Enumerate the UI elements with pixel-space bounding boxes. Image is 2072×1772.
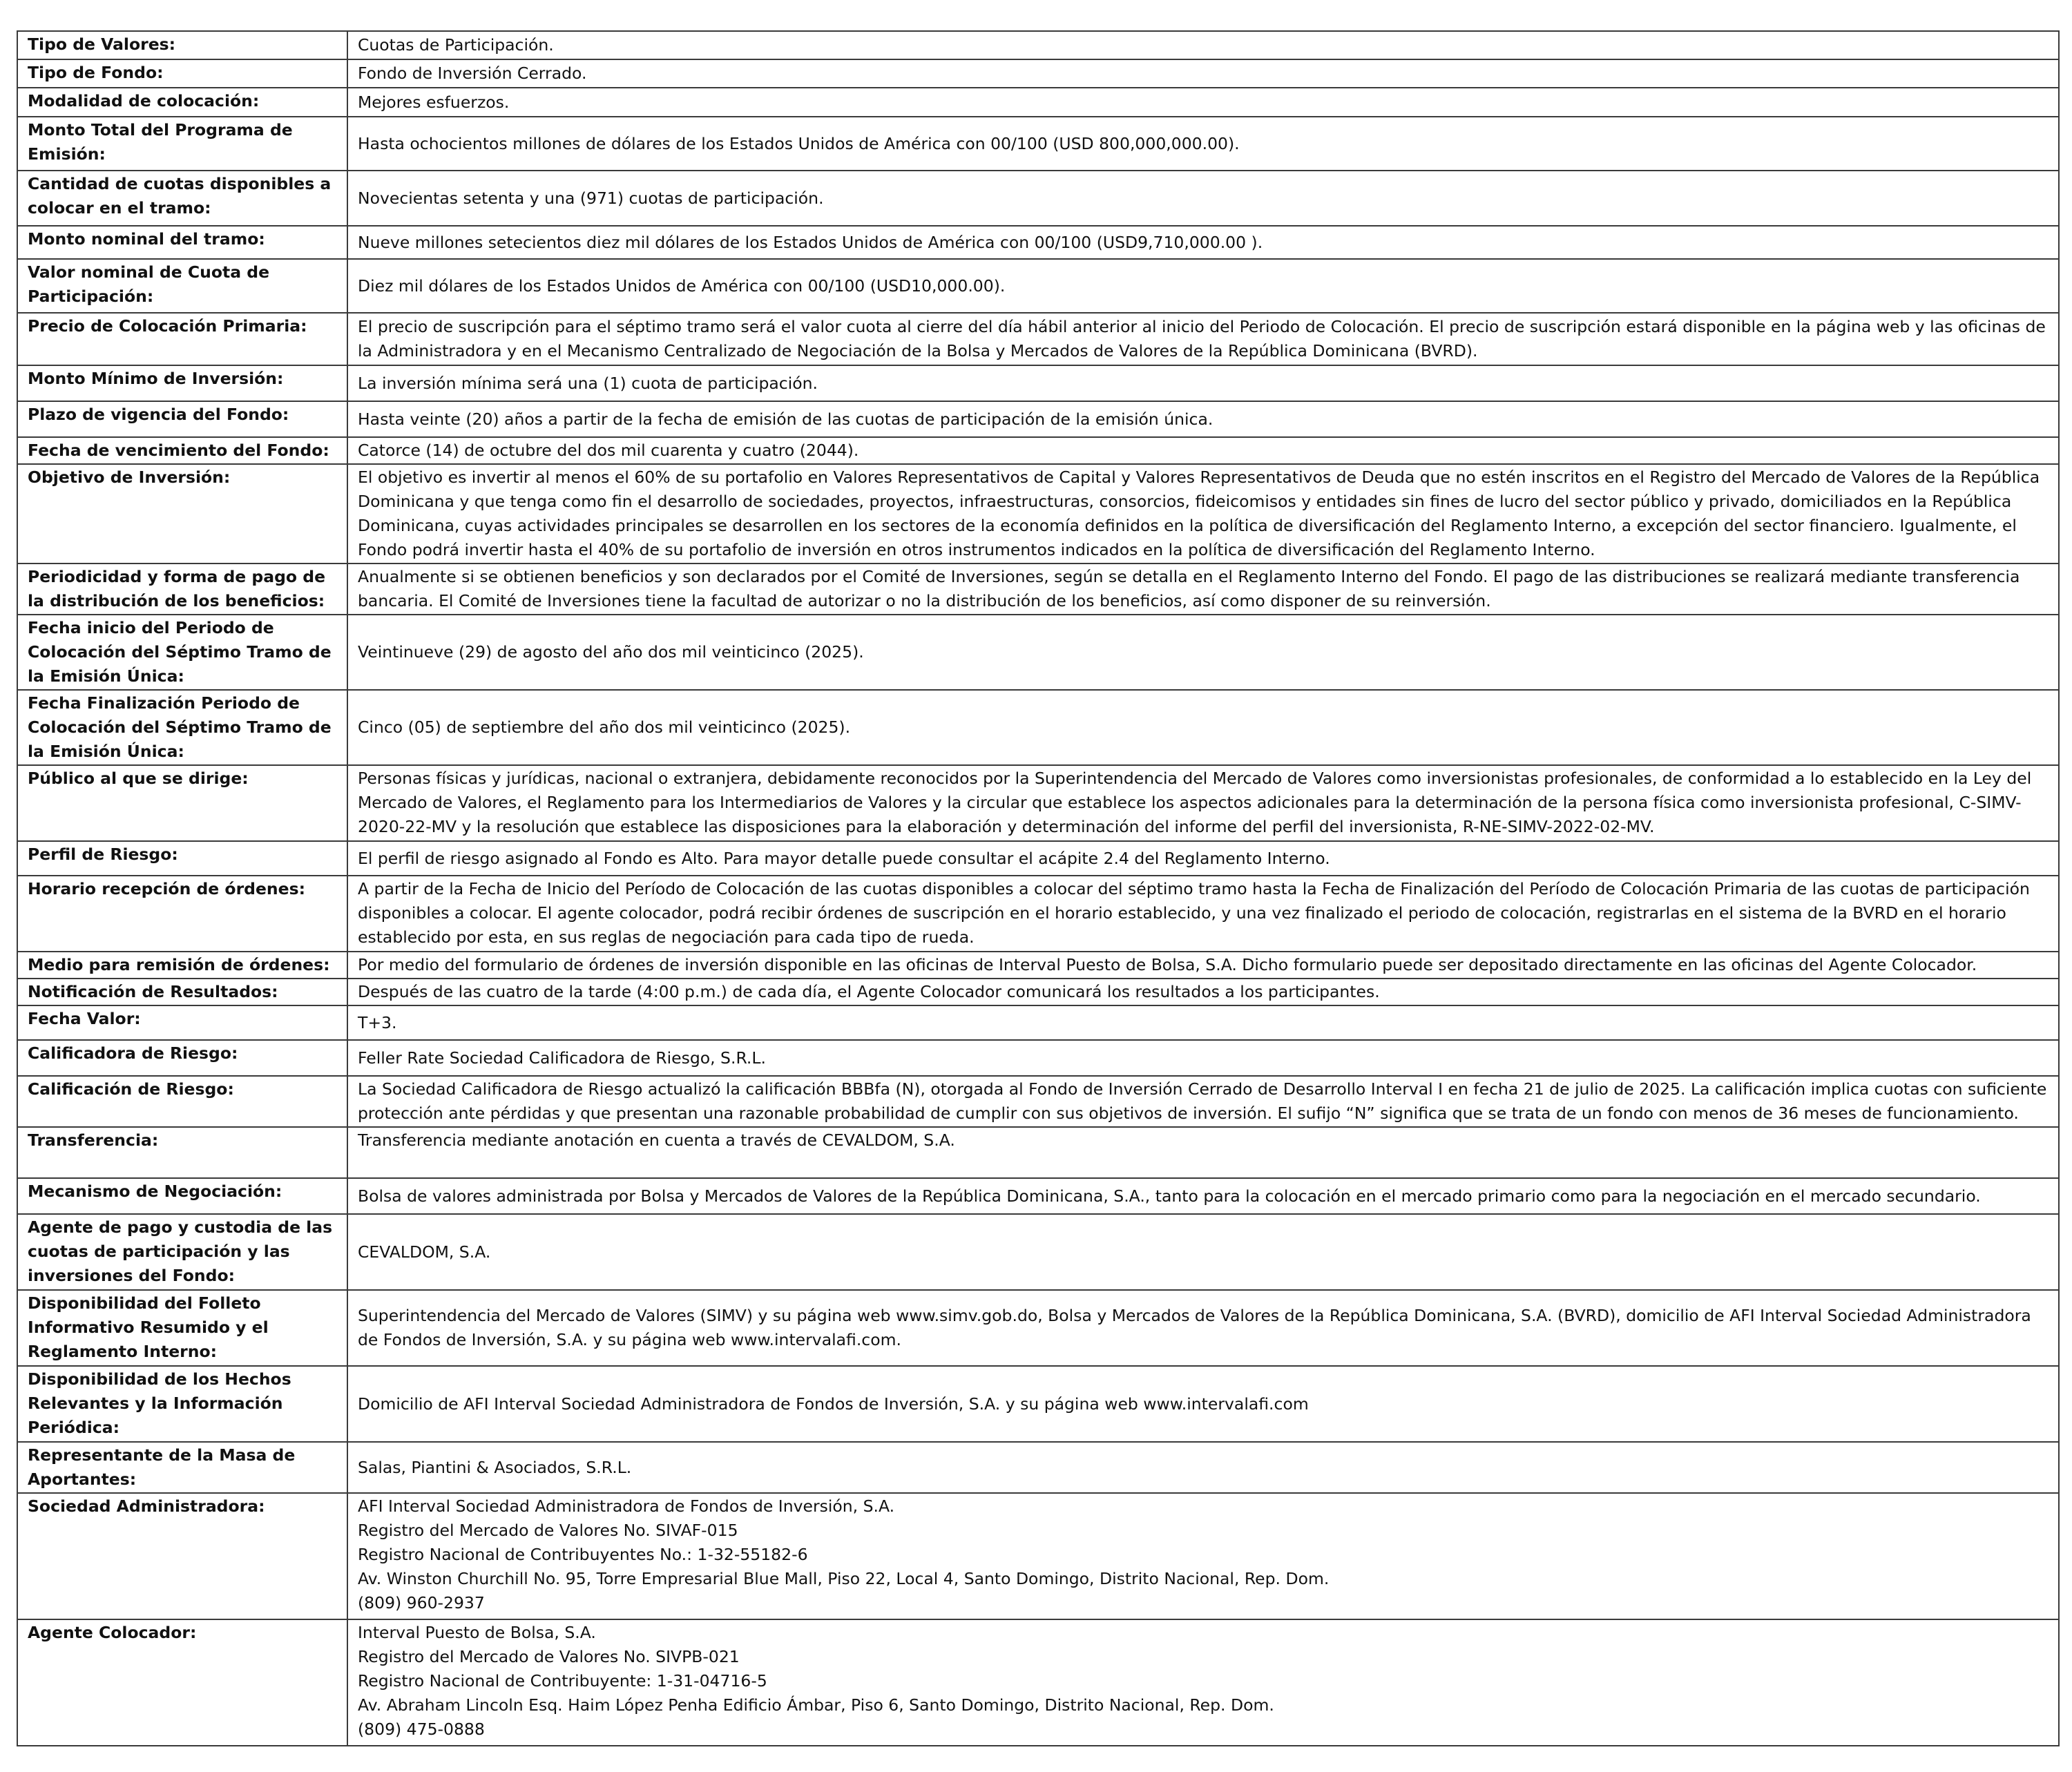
table-row xyxy=(17,1005,2059,1040)
table-row xyxy=(17,690,2059,765)
table-row xyxy=(17,117,2059,171)
address-line: Av. Winston Churchill No. 95, Torre Empresarial Blue Mall, Piso 22, Local 4, Santo Domingo, Distrito Nacional, Rep. Dom. xyxy=(358,1569,1330,1588)
table-row xyxy=(17,1214,2059,1290)
row-label: Objetivo de Inversión: xyxy=(17,464,347,564)
table-row xyxy=(17,1290,2059,1366)
row-label: Monto nominal del tramo: xyxy=(17,226,347,259)
table-row xyxy=(17,564,2059,615)
address-line: Registro Nacional de Contribuyentes No.: 1-32-55182-6 xyxy=(358,1545,808,1564)
row-label: Agente de pago y custodia de las cuotas de participación y las inversiones del Fondo: xyxy=(17,1214,347,1290)
row-value: CEVALDOM, S.A. xyxy=(347,1214,2059,1290)
table-row xyxy=(17,171,2059,226)
row-label: Medio para remisión de órdenes: xyxy=(17,952,347,979)
address-line: Registro del Mercado de Valores No. SIVAF-015 xyxy=(358,1521,738,1540)
row-value: Anualmente si se obtienen beneficios y son declarados por el Comité de Inversiones, según se detalla en el Reglamento Interno del Fondo. El pago de las distribuciones se realizará mediante transferencia bancaria. El Comité de Inversiones tiene la facultad de autorizar o no la distribución de los beneficios, así como disponer de su reinversión. xyxy=(347,564,2059,615)
table-row xyxy=(17,401,2059,437)
table-row xyxy=(17,437,2059,464)
row-label: Disponibilidad de los Hechos Relevantes y la Información Periódica: xyxy=(17,1366,347,1442)
table-row xyxy=(17,88,2059,117)
row-label: Tipo de Fondo: xyxy=(17,59,347,88)
row-label: Precio de Colocación Primaria: xyxy=(17,313,347,365)
row-label: Disponibilidad del Folleto Informativo Resumido y el Reglamento Interno: xyxy=(17,1290,347,1366)
row-value: Catorce (14) de octubre del dos mil cuarenta y cuatro (2044). xyxy=(347,437,2059,464)
table-row xyxy=(17,1619,2059,1746)
row-value xyxy=(347,1619,2059,1746)
table-row xyxy=(17,1493,2059,1619)
row-value: Fondo de Inversión Cerrado. xyxy=(347,59,2059,88)
row-label: Fecha de vencimiento del Fondo: xyxy=(17,437,347,464)
row-label: Perfil de Riesgo: xyxy=(17,841,347,876)
row-label: Fecha inicio del Periodo de Colocación del Séptimo Tramo de la Emisión Única: xyxy=(17,615,347,690)
table-row xyxy=(17,876,2059,952)
row-value: Por medio del formulario de órdenes de inversión disponible en las oficinas de Interval Puesto de Bolsa, S.A. Dicho formulario puede ser depositado directamente en las oficinas del Agente Colocador. xyxy=(347,952,2059,979)
row-label: Monto Total del Programa de Emisión: xyxy=(17,117,347,171)
row-label: Calificadora de Riesgo: xyxy=(17,1040,347,1076)
row-label: Horario recepción de órdenes: xyxy=(17,876,347,952)
row-value: Hasta ochocientos millones de dólares de los Estados Unidos de América con 00/100 (USD 800,000,000.00). xyxy=(347,117,2059,171)
row-value: Superintendencia del Mercado de Valores (SIMV) y su página web www.simv.gob.do, Bolsa y Mercados de Valores de la República Dominicana, S.A. (BVRD), domicilio de AFI Interval Sociedad Administradora de Fondos de Inversión, S.A. y su página web www.intervalafi.com. xyxy=(347,1290,2059,1366)
row-label: Mecanismo de Negociación: xyxy=(17,1178,347,1214)
row-value: Después de las cuatro de la tarde (4:00 p.m.) de cada día, el Agente Colocador comunicará los resultados a los participantes. xyxy=(347,979,2059,1005)
address-line: Av. Abraham Lincoln Esq. Haim López Penha Edificio Ámbar, Piso 6, Santo Domingo, Distrito Nacional, Rep. Dom. xyxy=(358,1695,1274,1715)
table-row xyxy=(17,1127,2059,1178)
row-label: Monto Mínimo de Inversión: xyxy=(17,365,347,401)
table-row xyxy=(17,1178,2059,1214)
row-value: Novecientas setenta y una (971) cuotas de participación. xyxy=(347,171,2059,226)
row-label: Valor nominal de Cuota de Participación: xyxy=(17,259,347,313)
row-label: Agente Colocador: xyxy=(17,1619,347,1746)
row-label: Modalidad de colocación: xyxy=(17,88,347,117)
table-row xyxy=(17,464,2059,564)
row-label: Público al que se dirige: xyxy=(17,765,347,841)
row-label: Cantidad de cuotas disponibles a colocar en el tramo: xyxy=(17,171,347,226)
table-row xyxy=(17,615,2059,690)
row-value: Transferencia mediante anotación en cuenta a través de CEVALDOM, S.A. xyxy=(347,1127,2059,1178)
table-row xyxy=(17,1442,2059,1493)
row-value: Mejores esfuerzos. xyxy=(347,88,2059,117)
table-row xyxy=(17,841,2059,876)
table-row xyxy=(17,1076,2059,1127)
row-value xyxy=(347,1493,2059,1619)
row-value: La Sociedad Calificadora de Riesgo actualizó la calificación BBBfa (N), otorgada al Fondo de Inversión Cerrado de Desarrollo Interval I en fecha 21 de julio de 2025. La calificación implica cuotas con suficiente protección ante pérdidas y que presentan una razonable probabilidad de cumplir con sus objetivos de inversión. El sufijo “N” significa que se trata de un fondo con menos de 36 meses de funcionamiento. xyxy=(347,1076,2059,1127)
table-row xyxy=(17,1366,2059,1442)
table-row xyxy=(17,226,2059,259)
row-value: Personas físicas y jurídicas, nacional o extranjera, debidamente reconocidos por la Superintendencia del Mercado de Valores como inversionistas profesionales, de conformidad a lo establecido en la Ley del Mercado de Valores, el Reglamento para los Intermediarios de Valores y la circular que establece los aspectos adicionales para la determinación de la persona física como inversionista profesional, C-SIMV-2020-22-MV y la resolución que establece las disposiciones para la elaboración y determinación del informe del perfil del inversionista, R-NE-SIMV-2022-02-MV. xyxy=(347,765,2059,841)
address-line: Registro del Mercado de Valores No. SIVPB-021 xyxy=(358,1647,740,1666)
row-label: Fecha Finalización Periodo de Colocación del Séptimo Tramo de la Emisión Única: xyxy=(17,690,347,765)
table-row xyxy=(17,313,2059,365)
row-label: Sociedad Administradora: xyxy=(17,1493,347,1619)
row-value: Cinco (05) de septiembre del año dos mil veinticinco (2025). xyxy=(347,690,2059,765)
table-row xyxy=(17,952,2059,979)
table-row xyxy=(17,59,2059,88)
document-table xyxy=(17,30,2060,1746)
row-label: Periodicidad y forma de pago de la distribución de los beneficios: xyxy=(17,564,347,615)
row-value: El objetivo es invertir al menos el 60% de su portafolio en Valores Representativos de Capital y Valores Representativos de Deuda que no estén inscritos en el Registro del Mercado de Valores de la República Dominicana y que tenga como fin el desarrollo de sociedades, proyectos, infraestructuras, consorcios, fideicomisos y entidades sin fines de lucro del sector público y privado, domiciliados en la República Dominicana, cuyas actividades principales se desarrollen en los sectores de la economía definidos en la política de diversificación del Reglamento Interno, a excepción del sector financiero. Igualmente, el Fondo podrá invertir hasta el 40% de su portafolio de inversión en otros instrumentos indicados en la política de diversificación del Reglamento Interno. xyxy=(347,464,2059,564)
row-value: A partir de la Fecha de Inicio del Período de Colocación de las cuotas disponibles a colocar del séptimo tramo hasta la Fecha de Finalización del Período de Colocación Primaria de las cuotas de participación disponibles a colocar. El agente colocador, podrá recibir órdenes de suscripción en el horario establecido, y una vez finalizado el periodo de colocación, registrarlas en el sistema de la BVRD en el horario establecido por esta, en sus reglas de negociación para cada tipo de rueda. xyxy=(347,876,2059,952)
address-line: Interval Puesto de Bolsa, S.A. xyxy=(358,1623,596,1642)
row-value: Feller Rate Sociedad Calificadora de Riesgo, S.R.L. xyxy=(347,1040,2059,1076)
address-line: (809) 960-2937 xyxy=(358,1593,485,1612)
row-value: El precio de suscripción para el séptimo tramo será el valor cuota al cierre del día hábil anterior al inicio del Periodo de Colocación. El precio de suscripción estará disponible en la página web y las oficinas de la Administradora y en el Mecanismo Centralizado de Negociación de la Bolsa y Mercados de Valores de la República Dominicana (BVRD). xyxy=(347,313,2059,365)
row-value: Salas, Piantini & Asociados, S.R.L. xyxy=(347,1442,2059,1493)
row-value: El perfil de riesgo asignado al Fondo es Alto. Para mayor detalle puede consultar el acápite 2.4 del Reglamento Interno. xyxy=(347,841,2059,876)
row-value: Diez mil dólares de los Estados Unidos de América con 00/100 (USD10,000.00). xyxy=(347,259,2059,313)
row-value: Veintinueve (29) de agosto del año dos mil veinticinco (2025). xyxy=(347,615,2059,690)
row-value: Hasta veinte (20) años a partir de la fecha de emisión de las cuotas de participación de la emisión única. xyxy=(347,401,2059,437)
table-row xyxy=(17,259,2059,313)
row-value: T+3. xyxy=(347,1005,2059,1040)
row-label: Calificación de Riesgo: xyxy=(17,1076,347,1127)
row-value: La inversión mínima será una (1) cuota de participación. xyxy=(347,365,2059,401)
row-value: Bolsa de valores administrada por Bolsa y Mercados de Valores de la República Dominicana, S.A., tanto para la colocación en el mercado primario como para la negociación en el mercado secundario. xyxy=(347,1178,2059,1214)
row-label: Tipo de Valores: xyxy=(17,31,347,59)
address-line: AFI Interval Sociedad Administradora de Fondos de Inversión, S.A. xyxy=(358,1496,895,1516)
table-row xyxy=(17,979,2059,1005)
row-value: Cuotas de Participación. xyxy=(347,31,2059,59)
row-label: Plazo de vigencia del Fondo: xyxy=(17,401,347,437)
table-row xyxy=(17,1040,2059,1076)
row-label: Notificación de Resultados: xyxy=(17,979,347,1005)
address-line: Registro Nacional de Contribuyente: 1-31-04716-5 xyxy=(358,1671,767,1691)
table-row xyxy=(17,365,2059,401)
row-label: Transferencia: xyxy=(17,1127,347,1178)
row-value: Domicilio de AFI Interval Sociedad Administradora de Fondos de Inversión, S.A. y su página web www.intervalafi.com xyxy=(347,1366,2059,1442)
table-row xyxy=(17,31,2059,59)
row-label: Fecha Valor: xyxy=(17,1005,347,1040)
table-row xyxy=(17,765,2059,841)
row-label: Representante de la Masa de Aportantes: xyxy=(17,1442,347,1493)
address-line: (809) 475-0888 xyxy=(358,1720,485,1739)
row-value: Nueve millones setecientos diez mil dólares de los Estados Unidos de América con 00/100 (USD9,710,000.00 ). xyxy=(347,226,2059,259)
